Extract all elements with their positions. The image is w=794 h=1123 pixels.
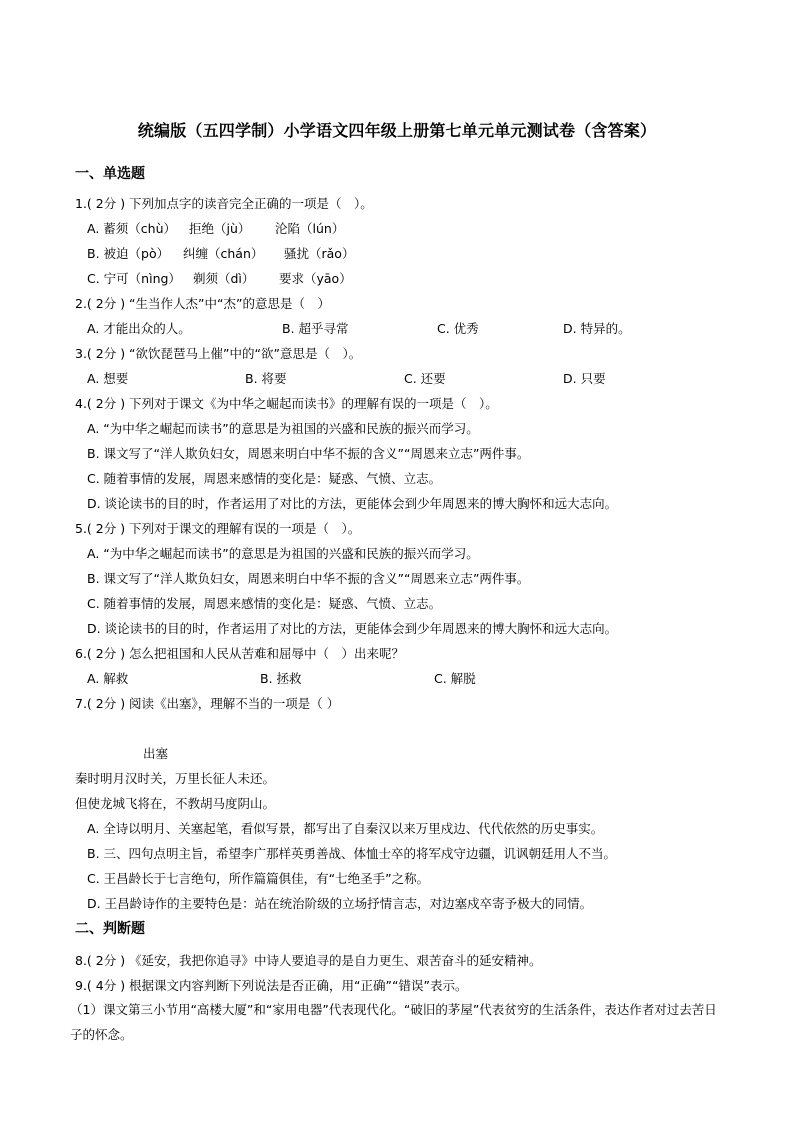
question-5-option-a: A. “为中华之崛起而读书”的意思是为祖国的兴盛和民族的振兴而学习。 — [87, 546, 479, 561]
question-1-option-b-word-2: 纠缠（chán） — [183, 246, 264, 261]
poem-line-2: 但使龙城飞将在，不教胡马度阴山。 — [75, 796, 276, 811]
question-4-option-c: C. 随着事情的发展，周恩来感情的变化是：疑惑、气愤、立志。 — [87, 471, 442, 486]
question-3-stem: 3.( 2分 ) “欲饮琵琶马上催”中的“欲”意思是（ ）。 — [75, 346, 362, 361]
question-4-stem: 4.( 2分 ) 下列对于课文《为中华之崛起而读书》的理解有误的一项是（ ）。 — [75, 396, 498, 411]
question-1-stem: 1.( 2分 ) 下列加点字的读音完全正确的一项是（ ）。 — [75, 196, 373, 211]
question-6-option-b: B. 拯救 — [260, 671, 302, 686]
question-7-option-b: B. 三、四句点明主旨，希望李广那样英勇善战、体恤士卒的将军戍守边疆，讥讽朝廷用人不当。 — [87, 846, 617, 861]
question-9-stem: 9.( 4分 ) 根据课文内容判断下列说法是否正确，用“正确”“错误”表示。 — [75, 978, 468, 993]
question-5-option-b: B. 课文写了“洋人欺负妇女，周恩来明白中华不振的含义”“周恩来立志”两件事。 — [87, 571, 530, 586]
question-2-stem: 2.( 2分 ) “生当作人杰”中“杰”的意思是（ ） — [75, 296, 330, 311]
question-7-option-d: D. 王昌龄诗作的主要特色是：站在统治阶级的立场抒情言志，对边塞戍卒寄予极大的同情。 — [87, 896, 593, 911]
question-1-option-b-word-3: 骚扰（rǎo） — [284, 246, 355, 261]
question-2-option-b: B. 超乎寻常 — [282, 321, 349, 336]
question-4-option-d: D. 谈论读书的目的时，作者运用了对比的方法，更能体会到少年周恩来的博大胸怀和远大志向。 — [87, 496, 618, 511]
question-7-option-a: A. 全诗以明月、关塞起笔，看似写景，都写出了自秦汉以来万里戍边、代代依然的历史事实。 — [87, 821, 604, 836]
question-1-option-c-word-2: 剃须（dì） — [193, 271, 255, 286]
section-heading-single-choice: 一、单选题 — [75, 166, 145, 182]
question-1-option-a-word-3: 沦陷（lún） — [275, 221, 345, 236]
question-7-stem: 7.( 2分 ) 阅读《出塞》，理解不当的一项是（ ） — [75, 696, 340, 711]
question-2-option-d: D. 特异的。 — [563, 321, 631, 336]
question-1-option-b: B. 被迫（pò） — [87, 246, 170, 261]
question-5-option-c: C. 随着事情的发展，周恩来感情的变化是：疑惑、气愤、立志。 — [87, 596, 442, 611]
question-7-option-c: C. 王昌龄长于七言绝句，所作篇篇俱佳，有“七绝圣手”之称。 — [87, 871, 430, 886]
question-8-stem: 8.( 2分 ) 《延安，我把你追寻》中诗人要追寻的是自力更生、艰苦奋斗的延安精神。 — [75, 953, 542, 968]
question-4-option-b: B. 课文写了“洋人欺负妇女，周恩来明白中华不振的含义”“周恩来立志”两件事。 — [87, 446, 530, 461]
question-6-option-c: C. 解脱 — [434, 671, 476, 686]
question-5-stem: 5.( 2分 ) 下列对于课文的理解有误的一项是（ ）。 — [75, 521, 361, 536]
question-1-option-c: C. 宁可（nìng） — [87, 271, 181, 286]
question-1-option-c-word-3: 要求（yāo） — [279, 271, 352, 286]
poem-line-1: 秦时明月汉时关，万里长征人未还。 — [75, 771, 276, 786]
question-6-stem: 6.( 2分 ) 怎么把祖国和人民从苦难和屈辱中（ ）出来呢？ — [75, 646, 405, 661]
question-3-option-b: B. 将要 — [245, 371, 287, 386]
poem-title: 出塞 — [143, 746, 169, 761]
question-3-option-c: C. 还要 — [404, 371, 446, 386]
question-2-option-a: A. 才能出众的人。 — [87, 321, 191, 336]
question-4-option-a: A. “为中华之崛起而读书”的意思是为祖国的兴盛和民族的振兴而学习。 — [87, 421, 479, 436]
question-1-option-a-word-2: 拒绝（jù） — [189, 221, 251, 236]
question-6-option-a: A. 解救 — [87, 671, 129, 686]
section-heading-true-false: 二、判断题 — [75, 921, 145, 937]
question-5-option-d: D. 谈论读书的目的时，作者运用了对比的方法，更能体会到少年周恩来的博大胸怀和远大志向。 — [87, 621, 618, 636]
question-2-option-c: C. 优秀 — [437, 321, 479, 336]
question-9-sub-1: （1）课文第三小节用“高楼大厦”和“家用电器”代表现代化。“破旧的茅屋”代表贫穷的生活条件，表达作者对过去苦日子的怀念。 — [70, 1002, 717, 1042]
question-1-option-a: A. 蓄须（chù） — [87, 221, 176, 236]
exam-title: 统编版（五四学制）小学语文四年级上册第七单元单元测试卷（含答案） — [137, 121, 657, 140]
question-3-option-d: D. 只要 — [563, 371, 606, 386]
question-3-option-a: A. 想要 — [87, 371, 129, 386]
